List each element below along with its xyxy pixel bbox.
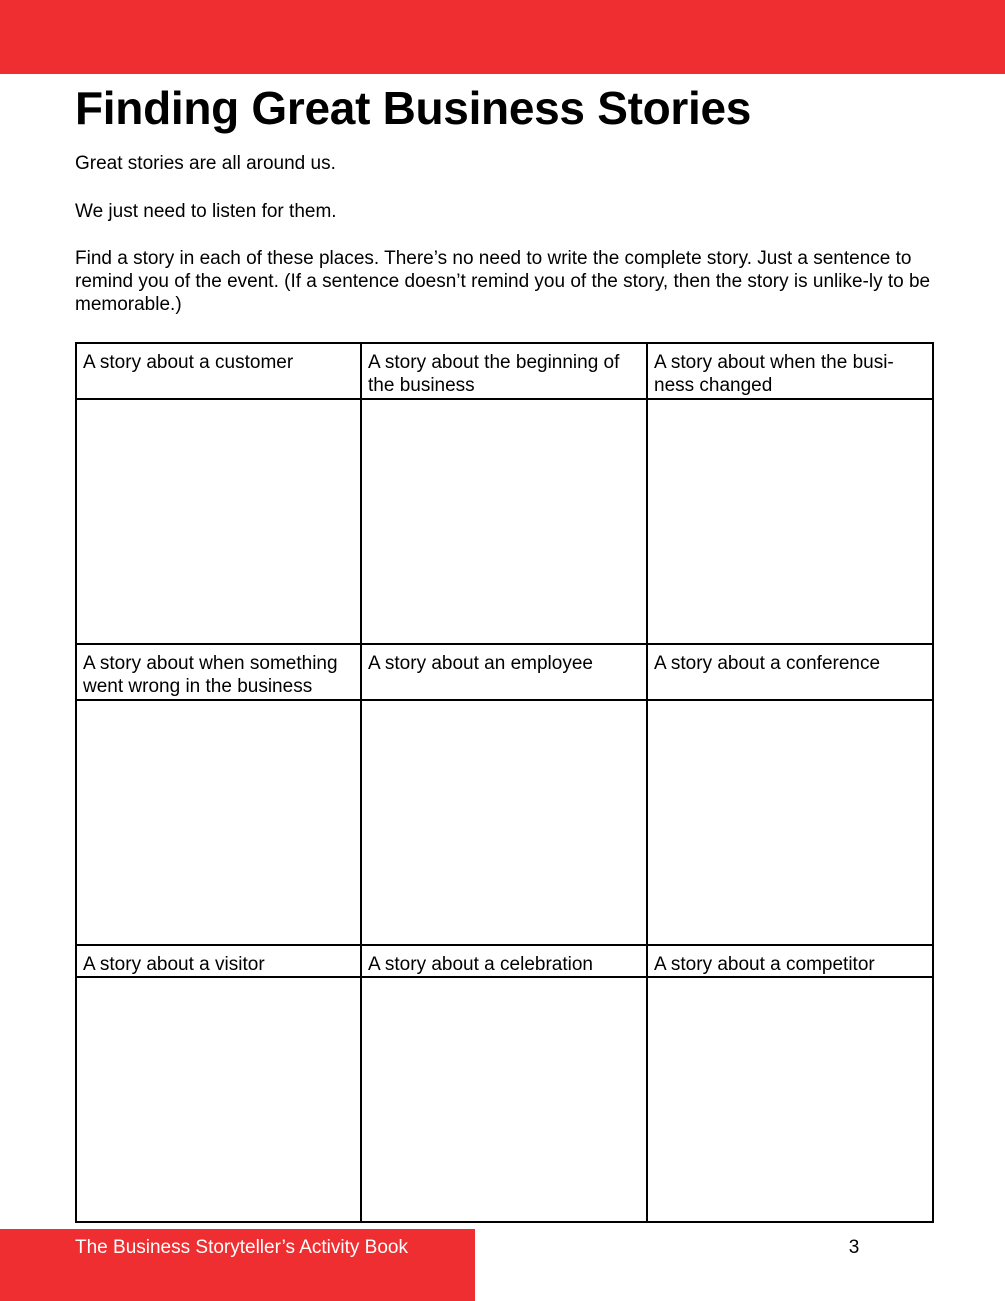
top-accent-bar: [0, 0, 1005, 74]
answer-space-business-changed[interactable]: [647, 399, 933, 644]
story-prompt-conference: A story about a conference: [647, 644, 933, 700]
answer-space-competitor[interactable]: [647, 977, 933, 1222]
prompt-row: [76, 945, 933, 977]
story-prompt-business-changed: A story about when the busi-ness changed: [647, 343, 933, 399]
answer-space-went-wrong[interactable]: [76, 700, 361, 945]
answer-space-celebration[interactable]: [361, 977, 647, 1222]
answer-space-visitor[interactable]: [76, 977, 361, 1222]
story-worksheet-grid: [75, 342, 934, 1223]
answer-space-customer[interactable]: [76, 399, 361, 644]
intro-paragraph-1: Great stories are all around us.: [75, 153, 336, 174]
story-prompt-employee: A story about an employee: [361, 644, 647, 700]
answer-space-beginning[interactable]: [361, 399, 647, 644]
page-number: 3: [848, 1237, 860, 1258]
answer-space-conference[interactable]: [647, 700, 933, 945]
story-prompt-customer: A story about a customer: [76, 343, 361, 399]
page-title: Finding Great Business Stories: [75, 82, 752, 134]
answer-space-employee[interactable]: [361, 700, 647, 945]
answer-row: [76, 700, 933, 945]
prompt-row: [76, 644, 933, 700]
story-prompt-went-wrong: A story about when something went wrong in the business: [76, 644, 361, 700]
answer-row: [76, 977, 933, 1222]
story-prompt-visitor: A story about a visitor: [76, 945, 361, 977]
intro-paragraph-2: We just need to listen for them.: [75, 201, 337, 222]
answer-row: [76, 399, 933, 644]
intro-paragraph-3: Find a story in each of these places. There’s no need to write the complete story. Just a sentence to remind you of the event. (If a sentence doesn’t remind you of the story, then the story is unlike-ly to be memorable.): [75, 248, 931, 315]
footer-book-title: The Business Storyteller’s Activity Book: [75, 1237, 408, 1258]
story-prompt-beginning: A story about the beginning of the business: [361, 343, 647, 399]
story-prompt-celebration: A story about a celebration: [361, 945, 647, 977]
prompt-row: [76, 343, 933, 399]
story-prompt-competitor: A story about a competitor: [647, 945, 933, 977]
